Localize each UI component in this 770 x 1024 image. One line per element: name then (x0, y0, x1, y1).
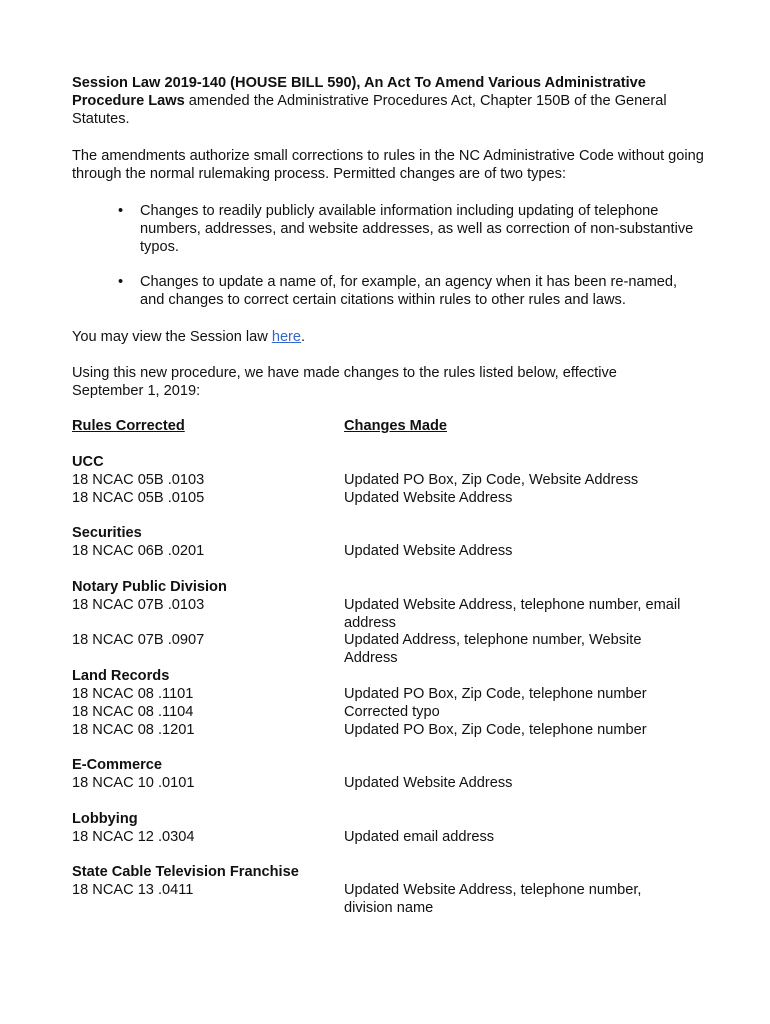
rule-change: Updated Website Address (344, 543, 513, 559)
group-title-securities: Securities (72, 525, 142, 541)
rule-code: 18 NCAC 12 .0304 (72, 829, 195, 845)
rule-code: 18 NCAC 08 .1201 (72, 722, 195, 738)
rule-code: 18 NCAC 08 .1101 (72, 686, 194, 702)
rule-change: Updated PO Box, Zip Code, telephone number (344, 722, 647, 738)
rule-change: division name (344, 900, 434, 916)
rule-change: Corrected typo (344, 704, 440, 720)
rule-code: 18 NCAC 07B .0907 (72, 632, 205, 648)
intro-rest: amended the Administrative Procedures Act, Chapter 150B of the General Statutes. (72, 93, 667, 127)
view-line-suffix: . (301, 329, 306, 345)
rule-code: 18 NCAC 10 .0101 (72, 775, 195, 791)
rule-change: address (344, 615, 396, 631)
view-session-law-line (72, 328, 305, 346)
bullet-icon: • (118, 274, 124, 290)
rule-change: Updated Website Address, telephone number, (344, 882, 642, 898)
rule-change: Updated Website Address (344, 490, 513, 506)
rule-change: Updated Address, telephone number, Website (344, 632, 642, 648)
rule-code: 18 NCAC 05B .0105 (72, 490, 205, 506)
rule-change: Updated email address (344, 829, 495, 845)
group-title-lobbying: Lobbying (72, 811, 138, 827)
intro-bold-title: Session Law 2019-140 (HOUSE BILL 590), An Act To Amend Various Administrative Procedure Laws (72, 75, 646, 109)
rule-change: Updated Website Address, telephone number, email (344, 597, 681, 613)
rule-change: Updated PO Box, Zip Code, telephone number (344, 686, 647, 702)
rule-change: Address (344, 650, 398, 666)
group-title-land-records: Land Records (72, 668, 170, 684)
bullet-icon: • (118, 203, 124, 219)
rule-code: 18 NCAC 05B .0103 (72, 472, 205, 488)
rule-code: 18 NCAC 07B .0103 (72, 597, 205, 613)
intro-paragraph (72, 74, 712, 128)
rule-change: Updated Website Address (344, 775, 513, 791)
group-title-ucc: UCC (72, 454, 104, 470)
procedure-paragraph: Using this new procedure, we have made changes to the rules listed below, effective September 1, 2019: (72, 365, 617, 399)
rule-code: 18 NCAC 06B .0201 (72, 543, 205, 559)
rules-corrected-header: Rules Corrected (72, 418, 185, 434)
session-law-link[interactable]: here (271, 329, 302, 345)
group-title-e-commerce: E-Commerce (72, 757, 163, 773)
rule-code: 18 NCAC 13 .0411 (72, 882, 194, 898)
bullet-text: Changes to update a name of, for example, an agency when it has been re-named, and changes to correct certain citations within rules to other rules and laws. (140, 274, 678, 308)
group-title-cable-television: State Cable Television Franchise (72, 864, 299, 880)
bullet-text: Changes to readily publicly available information including updating of telephone numbers, addresses, and website addresses, as well as correction of non-substantive typos. (140, 203, 694, 255)
group-title-notary: Notary Public Division (72, 579, 227, 595)
view-line-prefix: You may view the Session law (72, 329, 272, 345)
rule-code: 18 NCAC 08 .1104 (72, 704, 194, 720)
changes-made-header: Changes Made (344, 418, 447, 434)
amendments-paragraph: The amendments authorize small corrections to rules in the NC Administrative Code without going through the normal rulemaking process. Permitted changes are of two types: (72, 148, 704, 182)
rule-change: Updated PO Box, Zip Code, Website Address (344, 472, 639, 488)
